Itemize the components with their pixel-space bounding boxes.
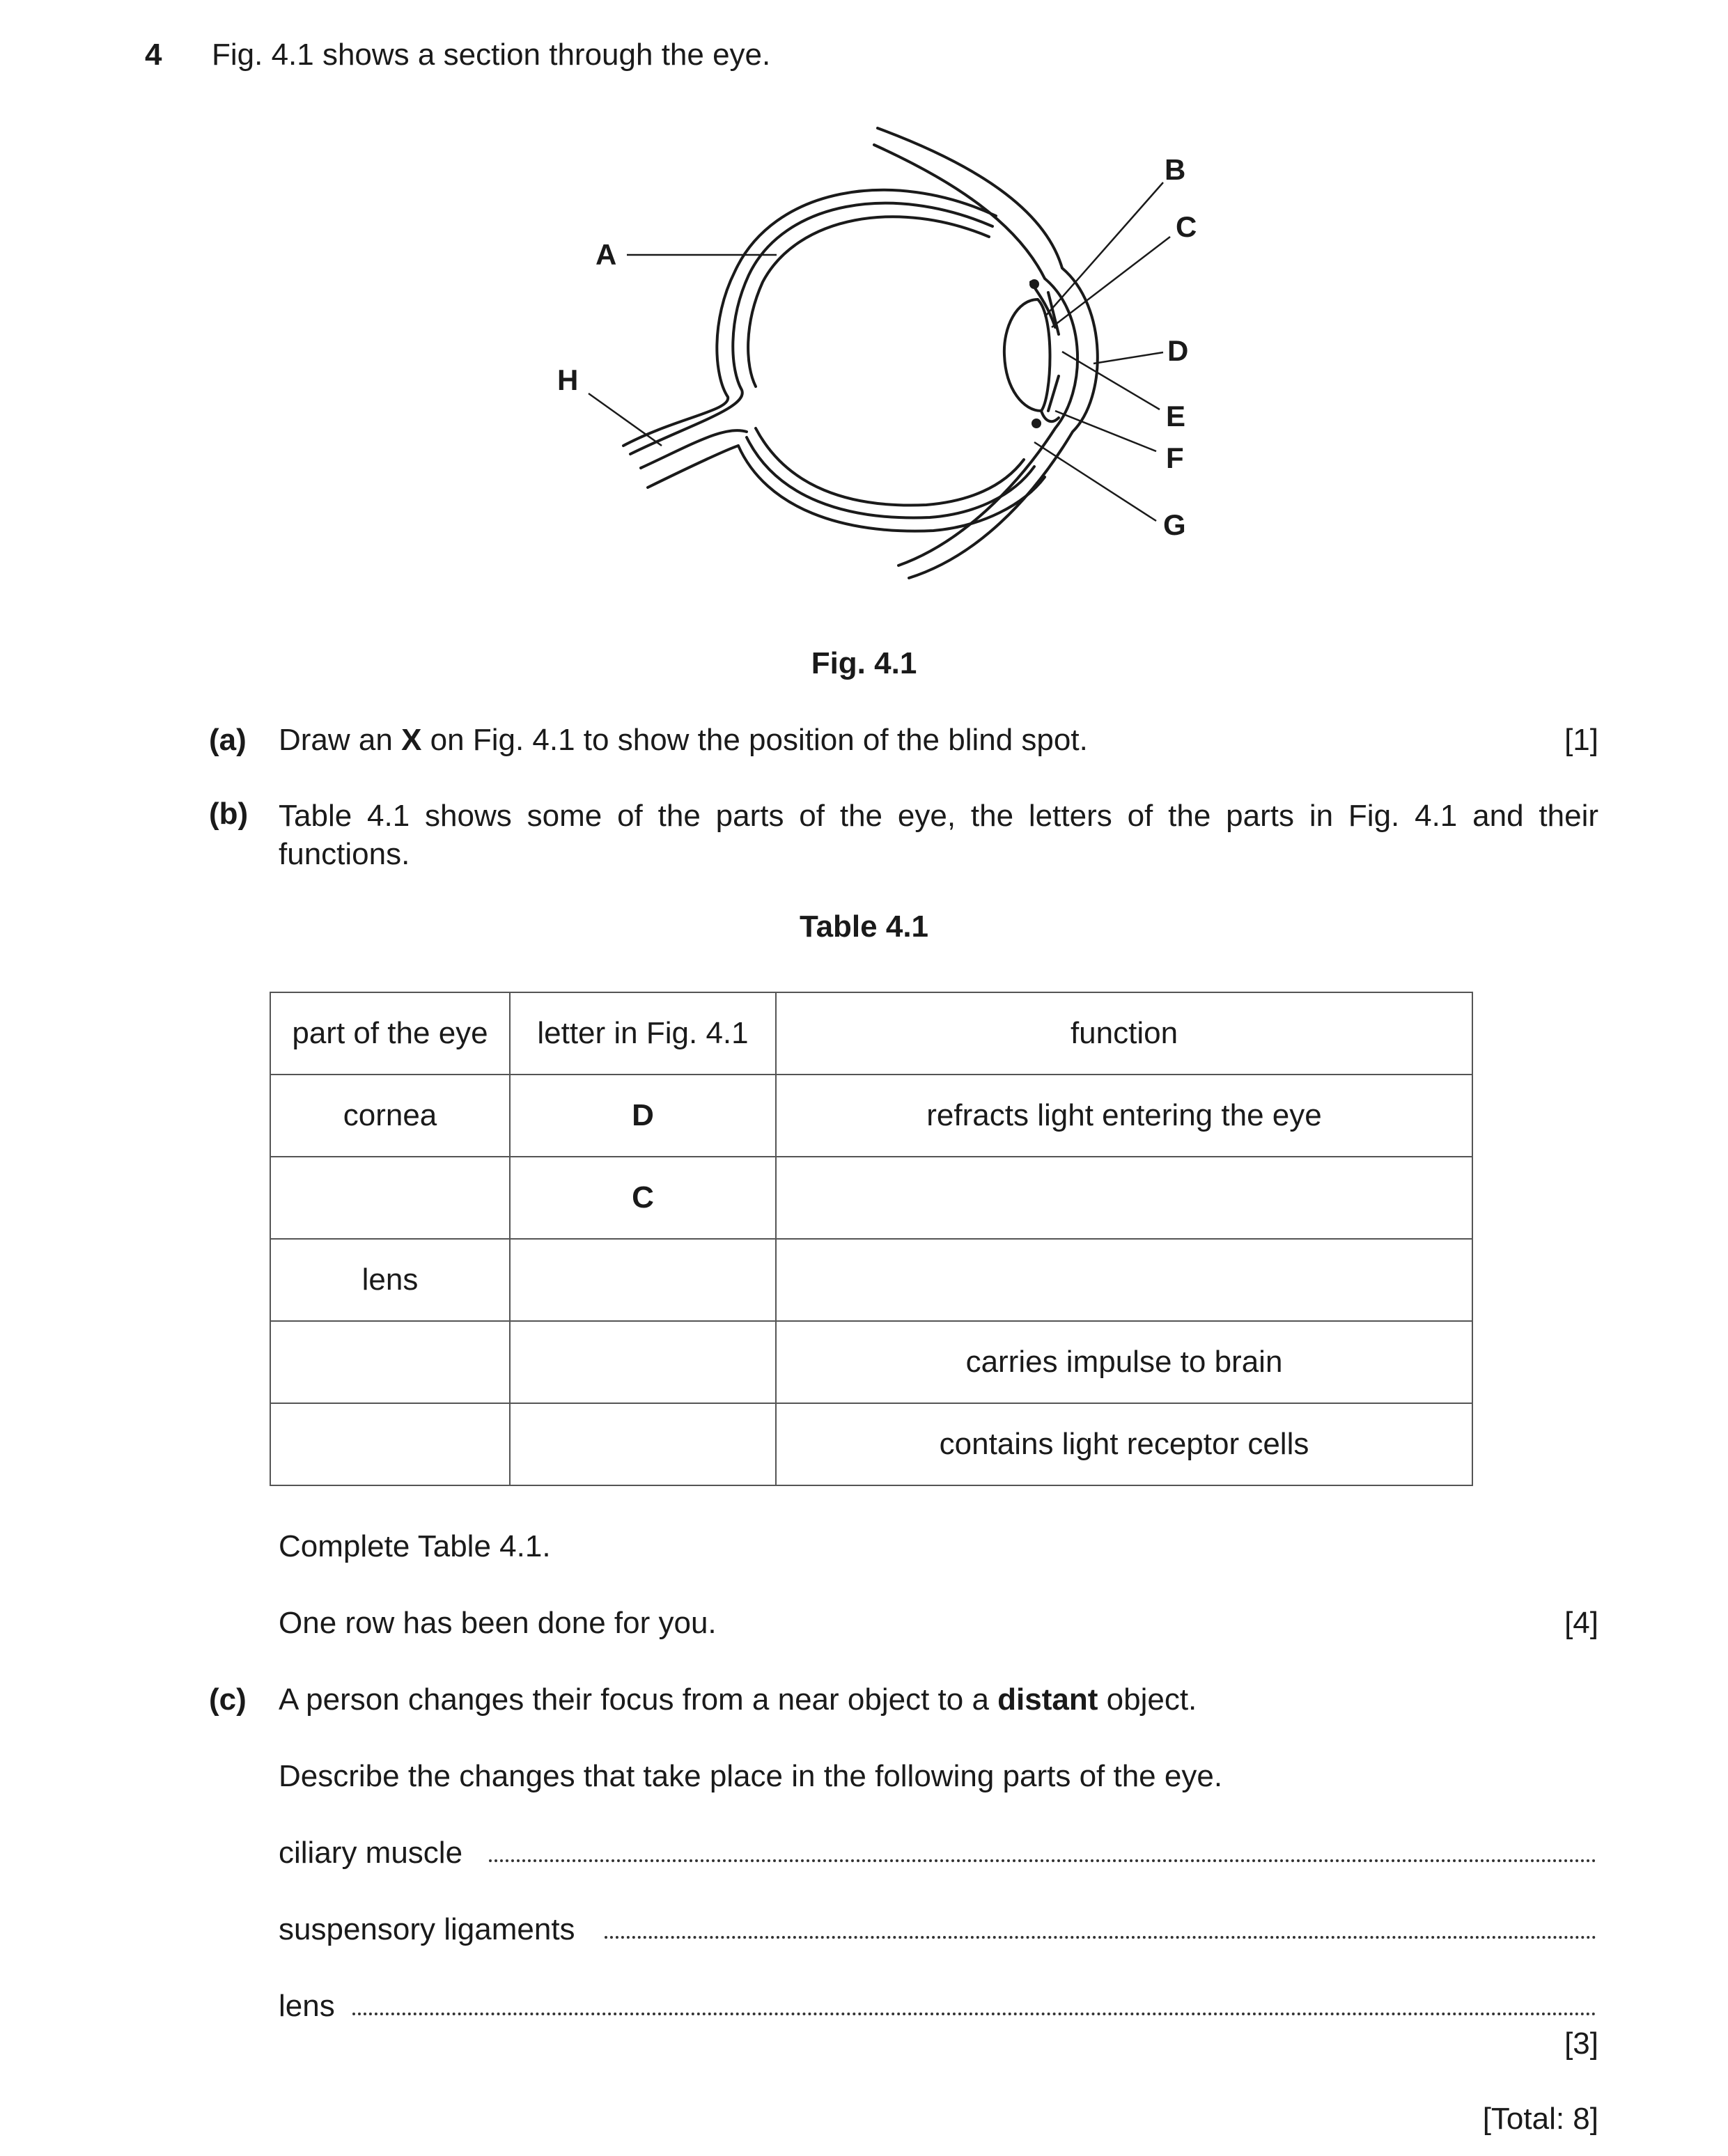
answer-cell[interactable] <box>270 1157 510 1239</box>
table-header-cell: letter in Fig. 4.1 <box>510 992 776 1075</box>
table-cell: lens <box>270 1239 510 1321</box>
part-b-label: (b) <box>209 797 249 831</box>
table-cell: C <box>510 1157 776 1239</box>
question-number: 4 <box>145 38 162 72</box>
table-row <box>270 1075 1472 1157</box>
table-cell: contains light receptor cells <box>776 1403 1472 1485</box>
answer-line-suspensory-ligaments[interactable] <box>605 1936 1596 1939</box>
part-a-label: (a) <box>209 723 247 757</box>
part-a-marks: [1] <box>1564 723 1598 757</box>
answer-line-ciliary-muscle[interactable] <box>489 1859 1596 1862</box>
answer-label-lens: lens <box>279 1989 335 2023</box>
label-c: C <box>1176 210 1197 243</box>
table-cell: D <box>510 1075 776 1157</box>
table-row <box>270 1321 1472 1403</box>
answer-label-suspensory-ligaments: suspensory ligaments <box>279 1912 575 1946</box>
label-b: B <box>1165 153 1186 186</box>
label-g: G <box>1163 508 1186 541</box>
question-intro: Fig. 4.1 shows a section through the eye. <box>212 38 771 72</box>
part-c-marks: [3] <box>1564 2026 1598 2061</box>
label-a: A <box>596 238 617 271</box>
eye-section-diagram <box>543 118 1240 592</box>
table-header-cell: function <box>776 992 1472 1075</box>
figure-caption: Fig. 4.1 <box>811 646 917 680</box>
eye-parts-table <box>270 992 1473 1486</box>
part-c-text: A person changes their focus from a near object to a distant object. <box>279 1682 1197 1717</box>
answer-cell[interactable] <box>510 1321 776 1403</box>
answer-cell[interactable] <box>510 1239 776 1321</box>
label-h: H <box>557 364 579 396</box>
answer-cell[interactable] <box>270 1321 510 1403</box>
table-cell: carries impulse to brain <box>776 1321 1472 1403</box>
part-c-label: (c) <box>209 1682 247 1717</box>
table-caption: Table 4.1 <box>799 909 929 944</box>
part-a-text: Draw an X on Fig. 4.1 to show the position of the blind spot. <box>279 723 1088 757</box>
part-b-marks: [4] <box>1564 1606 1598 1640</box>
table-header-cell: part of the eye <box>270 992 510 1075</box>
table-cell: refracts light entering the eye <box>776 1075 1472 1157</box>
table-row <box>270 1157 1472 1239</box>
label-f: F <box>1166 442 1184 474</box>
table-row <box>270 1403 1472 1485</box>
label-d: D <box>1167 334 1189 367</box>
answer-cell[interactable] <box>510 1403 776 1485</box>
label-e: E <box>1166 400 1186 432</box>
answer-cell[interactable] <box>776 1157 1472 1239</box>
part-c-instruction: Describe the changes that take place in the following parts of the eye. <box>279 1759 1223 1793</box>
part-b-instruction-1: Complete Table 4.1. <box>279 1529 551 1563</box>
answer-cell[interactable] <box>776 1239 1472 1321</box>
answer-line-lens[interactable] <box>352 2013 1596 2015</box>
answer-cell[interactable] <box>270 1403 510 1485</box>
table-header-row <box>270 992 1472 1075</box>
total-marks: [Total: 8] <box>1482 2102 1598 2136</box>
answer-label-ciliary-muscle: ciliary muscle <box>279 1836 463 1870</box>
table-cell: cornea <box>270 1075 510 1157</box>
part-b-text: Table 4.1 shows some of the parts of the eye, the letters of the parts in Fig. 4.1 and their functions. <box>279 799 1598 871</box>
table-row <box>270 1239 1472 1321</box>
part-b-instruction-2: One row has been done for you. <box>279 1606 717 1640</box>
